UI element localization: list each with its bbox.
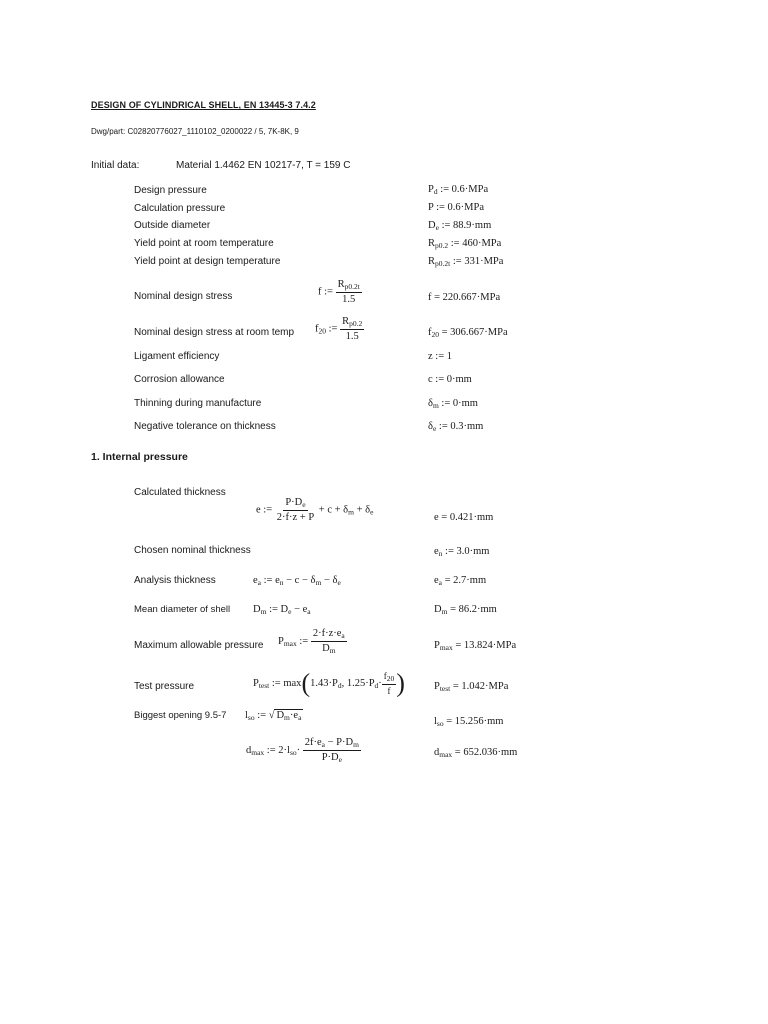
outside-diameter-label: Outside diameter <box>134 220 211 231</box>
material-spec: Material 1.4462 EN 10217-7, T = 159 C <box>176 160 351 171</box>
drawing-reference: Dwg/part: C02820776027_1110102_0200022 / 5, 7K-8K, 9 <box>91 127 299 136</box>
chosen-thickness-label: Chosen nominal thickness <box>134 545 251 556</box>
test-pressure-formula: $P_{test}$ := $\max(1.43\cdot P_d$, $1.25\cdot P_d\cdot$ $\frac{f_{20}}{f}$ ) <box>253 668 405 698</box>
test-pressure-result: $P_{test} = 1.042\cdot MPa$ <box>434 681 509 693</box>
biggest-opening-formula: $l_{so}$ := √ $D_m\cdot e_a$ <box>245 710 302 722</box>
calculated-thickness-label: Calculated thickness <box>134 487 226 498</box>
analysis-thickness-label: Analysis thickness <box>134 575 216 586</box>
nominal-stress-label: Nominal design stress <box>134 291 233 302</box>
corrosion-allowance-label: Corrosion allowance <box>134 374 225 385</box>
initial-data-label: Initial data: <box>91 160 140 171</box>
nominal-stress-room-formula: $f_{20}$ := $\frac{R_{p0.2}}{1.5}$ <box>315 316 363 342</box>
calculated-thickness-formula: e := $\frac{P\cdot D_e}{2\cdot f\cdot z + P}$ + $c + \delta_m + \delta_e$ <box>256 497 374 523</box>
test-pressure-label: Test pressure <box>134 681 195 692</box>
design-pressure-label: Design pressure <box>134 185 207 196</box>
negative-tolerance-value: $\delta_e$ := 0.3·mm <box>428 421 484 433</box>
ligament-efficiency-value: z := 1 <box>428 351 452 362</box>
mean-diameter-result: $D_m = 86.2\cdot mm$ <box>434 604 497 616</box>
ligament-efficiency-label: Ligament efficiency <box>134 351 220 362</box>
calculation-pressure-label: Calculation pressure <box>134 203 226 214</box>
mean-diameter-formula: $D_m$ := $D_e - e_a$ <box>253 604 311 616</box>
yield-room-value: $R_{p0.2}$ := 460·MPa <box>428 238 502 250</box>
square-root-icon: √ <box>268 710 275 721</box>
corrosion-allowance-value: c := 0·mm <box>428 374 472 385</box>
nominal-stress-room-label: Nominal design stress at room temp <box>134 327 295 338</box>
analysis-thickness-formula: $e_a$ := $e_n - c - \delta_m - \delta_e$ <box>253 575 341 587</box>
design-pressure-value: $P_d$ := 0.6·MPa <box>428 184 489 196</box>
mean-diameter-label: Mean diameter of shell <box>134 604 231 615</box>
thinning-label: Thinning during manufacture <box>134 398 262 409</box>
max-pressure-result: $P_{max} = 13.824\cdot MPa$ <box>434 640 517 652</box>
chosen-thickness-value: $e_n$ := 3.0·mm <box>434 546 490 558</box>
analysis-thickness-result: $e_a = 2.7\cdot mm$ <box>434 575 487 587</box>
nominal-stress-formula: f := $\frac{R_{p0.2t}}{1.5}$ <box>318 279 360 305</box>
yield-room-label: Yield point at room temperature <box>134 238 274 249</box>
outside-diameter-value: $D_e$ := 88.9·mm <box>428 220 492 232</box>
yield-design-value: $R_{p0.2t}$ := 331·MPa <box>428 256 504 268</box>
calculation-pressure-value: P := 0.6·MPa <box>428 202 484 213</box>
nominal-stress-result: f = 220.667·MPa <box>428 292 501 303</box>
negative-tolerance-label: Negative tolerance on thickness <box>134 421 276 432</box>
dmax-formula: $d_{max}$ := $2\cdot l_{so}\cdot$ $\frac{2f\cdot e_a - P\cdot D_m}{P\cdot D_e}$ <box>246 737 359 764</box>
calculated-thickness-result: e = 0.421·mm <box>434 512 494 523</box>
max-pressure-label: Maximum allowable pressure <box>134 640 264 651</box>
thinning-value: $\delta_m$ := 0·mm <box>428 398 478 410</box>
yield-design-label: Yield point at design temperature <box>134 256 281 267</box>
biggest-opening-result: $l_{so} = 15.256\cdot mm$ <box>434 716 504 728</box>
document-title: DESIGN OF CYLINDRICAL SHELL, EN 13445-3 7.4.2 <box>91 100 316 110</box>
nominal-stress-room-result: $f_{20} = 306.667\cdot MPa$ <box>428 327 508 339</box>
biggest-opening-label: Biggest opening 9.5-7 <box>134 710 227 721</box>
max-pressure-formula: $P_{max}$ := $\frac{2\cdot f\cdot z\cdot e_a}{D_m}$ <box>278 628 345 655</box>
section-heading-internal-pressure: 1. Internal pressure <box>91 451 188 463</box>
dmax-result: $d_{max} = 652.036\cdot mm$ <box>434 747 518 759</box>
